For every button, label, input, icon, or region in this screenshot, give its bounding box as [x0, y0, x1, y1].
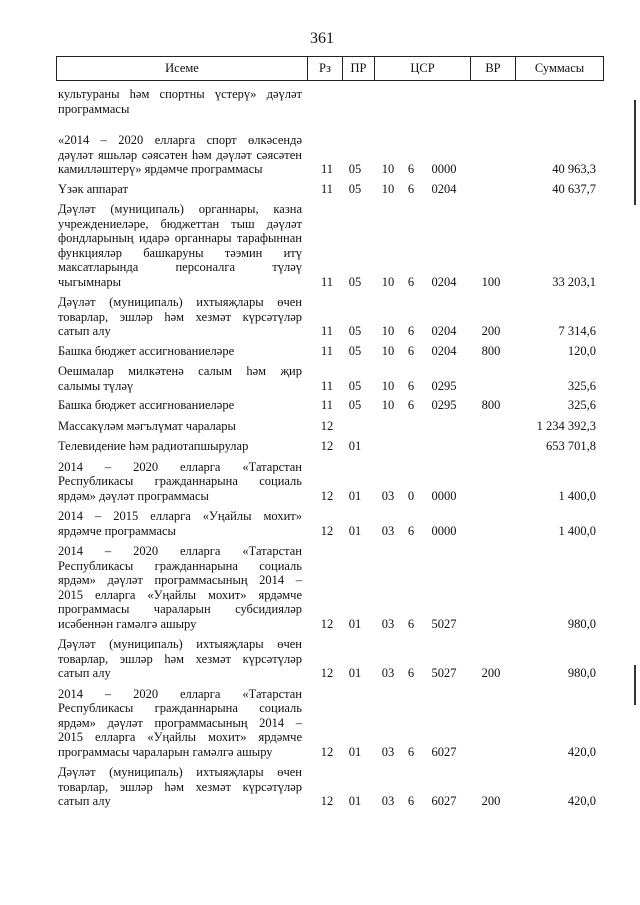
row-amount: 420,0 — [567, 744, 596, 759]
row-name-line: максатларында персоналга түләү — [58, 260, 302, 274]
vr-code: 800 — [481, 343, 501, 358]
scan-margin-mark — [634, 100, 636, 205]
row-name — [56, 398, 302, 413]
table-row — [56, 133, 604, 177]
row-amount: 1 400,0 — [558, 523, 596, 538]
pr-code: 01 — [348, 616, 362, 631]
row-name-line: 2014 – 2020 елларга «Татарстан — [58, 459, 302, 474]
rz-code: 12 — [320, 616, 334, 631]
row-name-line: Республикасы гражданнарына социаль — [58, 558, 302, 573]
row-amount: 325,6 — [567, 378, 596, 393]
table-header — [56, 56, 604, 81]
rz-code: 11 — [320, 378, 334, 393]
row-name-line: чыгымнары — [58, 274, 122, 289]
csr-subprogram-code: 6 — [407, 324, 415, 338]
csr-program-code: 03 — [381, 488, 395, 503]
csr-program-code: 03 — [381, 616, 395, 631]
row-name — [56, 637, 302, 681]
rz-code: 12 — [320, 488, 334, 503]
csr-program-code: 10 — [381, 162, 395, 176]
csr-program-code: 10 — [381, 378, 395, 393]
row-name-line: Массакүләм мәгълүмат чаралары — [58, 418, 236, 433]
table-row — [56, 87, 604, 116]
pr-code: 05 — [348, 398, 362, 412]
row-name-line: сатып алу — [58, 666, 111, 680]
row-amount: 40 637,7 — [552, 181, 596, 196]
rz-code: 11 — [320, 162, 334, 176]
row-name-line: сатып алу — [58, 324, 111, 338]
row-amount: 980,0 — [567, 666, 596, 680]
table-row — [56, 637, 604, 681]
row-name-line: Үзәк аппарат — [58, 181, 128, 196]
row-name-line: товарлар, эшләр һәм хезмәт күрсәтүләр — [58, 309, 302, 324]
row-name-line: ярдәм» дәүләт программасының 2014 – — [58, 715, 302, 730]
table-row — [56, 202, 604, 289]
row-name — [56, 182, 302, 197]
row-name-line: 2015 елларга «Уңайлы мохит» ярдәмче — [58, 587, 302, 602]
csr-subprogram-code: 6 — [407, 378, 415, 393]
row-name-line: 2014 – 2020 елларга «Татарстан — [58, 686, 302, 701]
row-amount: 40 963,3 — [552, 162, 596, 176]
rz-code: 11 — [320, 181, 334, 196]
csr-subprogram-code: 6 — [407, 162, 415, 176]
row-name-line: сатып алу — [58, 794, 111, 808]
pr-code: 05 — [348, 162, 362, 176]
csr-subprogram-code: 6 — [407, 616, 415, 631]
pr-code: 05 — [348, 378, 362, 393]
csr-program-code: 03 — [381, 744, 395, 759]
row-name — [56, 295, 302, 339]
row-name — [56, 202, 302, 289]
row-name-line: дәүләт яшьләр сәясәтен һәм дәүләт сәясәтен — [58, 147, 302, 162]
row-name-line: учреждениеләре, бюджеттан тыш дәүләт — [58, 216, 302, 231]
row-name-line: Дәүләт (муниципаль) ихтыяҗлары өчен — [58, 765, 302, 779]
pr-code: 01 — [348, 794, 362, 808]
pr-code: 01 — [348, 744, 362, 759]
row-name-line: Дәүләт (муниципаль) органнары, казна — [58, 202, 302, 216]
row-name-line: Башка бюджет ассигнованиеләре — [58, 398, 235, 412]
vr-code: 200 — [481, 666, 501, 680]
csr-program-code: 03 — [381, 794, 395, 808]
row-name-line: Дәүләт (муниципаль) ихтыяҗлары өчен — [58, 637, 302, 651]
table-row — [56, 419, 604, 434]
row-name-line: салымы түләү — [58, 378, 134, 393]
table-row — [56, 182, 604, 197]
table-row — [56, 364, 604, 393]
csr-program-code: 03 — [381, 666, 395, 680]
table-row — [56, 687, 604, 760]
row-amount: 1 234 392,3 — [536, 418, 596, 433]
pr-code: 05 — [348, 324, 362, 338]
row-name-line: фондларының идарә органнары тарафыннан — [58, 231, 302, 245]
row-name — [56, 687, 302, 760]
row-name-line: товарлар, эшләр һәм хезмәт күрсәтүләр — [58, 651, 302, 666]
rz-code: 12 — [320, 744, 334, 759]
row-name — [56, 439, 302, 454]
row-amount: 120,0 — [567, 343, 596, 358]
row-amount: 33 203,1 — [552, 274, 596, 289]
row-name-line: товарлар, эшләр һәм хезмәт күрсәтүләр — [58, 779, 302, 794]
rz-code: 12 — [320, 523, 334, 538]
table-row — [56, 344, 604, 359]
row-name-line: 2015 елларга «Уңайлы мохит» ярдәмче — [58, 730, 302, 744]
column-header-name: Исеме — [165, 61, 199, 75]
csr-program-code: 10 — [381, 324, 395, 338]
csr-item-code: 0204 — [431, 343, 457, 358]
row-amount: 420,0 — [567, 794, 596, 808]
row-name — [56, 765, 302, 809]
row-name-line: ярдәмче программасы — [58, 523, 176, 538]
row-name-line: ярдәм» дәүләт программасының 2014 – — [58, 573, 302, 587]
csr-item-code: 0000 — [431, 162, 457, 176]
rz-code: 12 — [320, 666, 334, 680]
column-header-vr: ВР — [485, 61, 501, 75]
rz-code: 12 — [320, 794, 334, 808]
vr-code: 100 — [481, 274, 501, 289]
csr-program-code: 10 — [381, 398, 395, 412]
vr-code: 800 — [481, 398, 501, 412]
pr-code: 05 — [348, 274, 362, 289]
row-name-line: камилләштерү» ярдәмче программасы — [58, 162, 263, 176]
table-row — [56, 439, 604, 454]
row-name-line: культураны һәм спортны үстерү» дәүләт — [58, 87, 302, 101]
csr-item-code: 0295 — [431, 398, 457, 412]
row-amount: 7 314,6 — [558, 324, 596, 338]
table-row — [56, 765, 604, 809]
rz-code: 11 — [320, 324, 334, 338]
pr-code: 01 — [348, 488, 362, 503]
pr-code: 05 — [348, 343, 362, 358]
table-body — [56, 81, 604, 809]
csr-item-code: 6027 — [431, 744, 457, 759]
csr-subprogram-code: 6 — [407, 274, 415, 289]
row-name-line: ярдәм» дәүләт программасы — [58, 488, 209, 503]
csr-program-code: 10 — [381, 343, 395, 358]
csr-item-code: 0204 — [431, 324, 457, 338]
page-number: 361 — [310, 30, 334, 47]
csr-program-code: 03 — [381, 523, 395, 538]
row-name — [56, 364, 302, 393]
column-header-pr: ПР — [350, 61, 367, 75]
table-row — [56, 295, 604, 339]
table-row — [56, 460, 604, 504]
row-name-line: программасы — [58, 101, 130, 116]
row-name-line: программасы чараларын гамәлгә ашыру — [58, 744, 273, 759]
column-header-rz: Рз — [319, 61, 331, 75]
row-amount: 653 701,8 — [546, 439, 596, 453]
row-name — [56, 544, 302, 631]
row-amount: 980,0 — [567, 616, 596, 631]
rz-code: 11 — [320, 343, 334, 358]
row-name-line: Республикасы гражданнарына социаль — [58, 701, 302, 715]
pr-code: 01 — [348, 523, 362, 538]
csr-program-code: 10 — [381, 181, 395, 196]
scan-margin-mark — [634, 665, 636, 705]
pr-code: 01 — [348, 666, 362, 680]
row-name-line: программасы чараларын субсидияләр — [58, 602, 302, 616]
row-name — [56, 419, 302, 434]
csr-subprogram-code: 6 — [407, 666, 415, 680]
csr-item-code: 0000 — [431, 523, 457, 538]
row-name-line: исәбеннән гамәлгә ашыру — [58, 616, 197, 631]
row-name-line: Оешмалар милкәтенә салым һәм җир — [58, 364, 302, 378]
row-amount: 1 400,0 — [558, 488, 596, 503]
vr-code: 200 — [481, 324, 501, 338]
csr-item-code: 0295 — [431, 378, 457, 393]
pr-code: 05 — [348, 181, 362, 196]
row-name — [56, 509, 302, 538]
row-name-line: Телевидение һәм радиотапшырулар — [58, 439, 249, 453]
table-row — [56, 509, 604, 538]
row-name-line: «2014 – 2020 елларга спорт өлкәсендә — [58, 133, 302, 147]
csr-subprogram-code: 0 — [407, 488, 415, 503]
csr-subprogram-code: 6 — [407, 523, 415, 538]
csr-subprogram-code: 6 — [407, 181, 415, 196]
column-header-sum: Суммасы — [534, 61, 585, 75]
rz-code: 12 — [320, 418, 334, 433]
csr-item-code: 6027 — [431, 794, 457, 808]
csr-subprogram-code: 6 — [407, 398, 415, 412]
table-row — [56, 398, 604, 413]
row-name-line: Дәүләт (муниципаль) ихтыяҗлары өчен — [58, 295, 302, 309]
csr-item-code: 0204 — [431, 181, 457, 196]
column-header-csr: ЦСР — [410, 61, 435, 75]
row-name — [56, 460, 302, 504]
csr-item-code: 5027 — [431, 666, 457, 680]
row-name-line: 2014 – 2020 елларга «Татарстан — [58, 544, 302, 558]
csr-item-code: 0204 — [431, 274, 457, 289]
row-name-line: функцияләр башкаруны тәэмин итү — [58, 245, 302, 260]
row-name — [56, 344, 302, 359]
pr-code: 01 — [348, 439, 362, 453]
csr-subprogram-code: 6 — [407, 794, 415, 808]
row-name-line: 2014 – 2015 елларга «Уңайлы мохит» — [58, 509, 302, 523]
rz-code: 12 — [320, 439, 334, 453]
row-name-line: Башка бюджет ассигнованиеләре — [58, 343, 235, 358]
vr-code: 200 — [481, 794, 501, 808]
row-name — [56, 133, 302, 177]
csr-subprogram-code: 6 — [407, 744, 415, 759]
csr-subprogram-code: 6 — [407, 343, 415, 358]
csr-program-code: 10 — [381, 274, 395, 289]
table-row — [56, 544, 604, 631]
csr-item-code: 0000 — [431, 488, 457, 503]
row-name — [56, 87, 302, 116]
row-amount: 325,6 — [567, 398, 596, 412]
rz-code: 11 — [320, 398, 334, 412]
rz-code: 11 — [320, 274, 334, 289]
row-name-line: Республикасы гражданнарына социаль — [58, 474, 302, 488]
csr-item-code: 5027 — [431, 616, 457, 631]
